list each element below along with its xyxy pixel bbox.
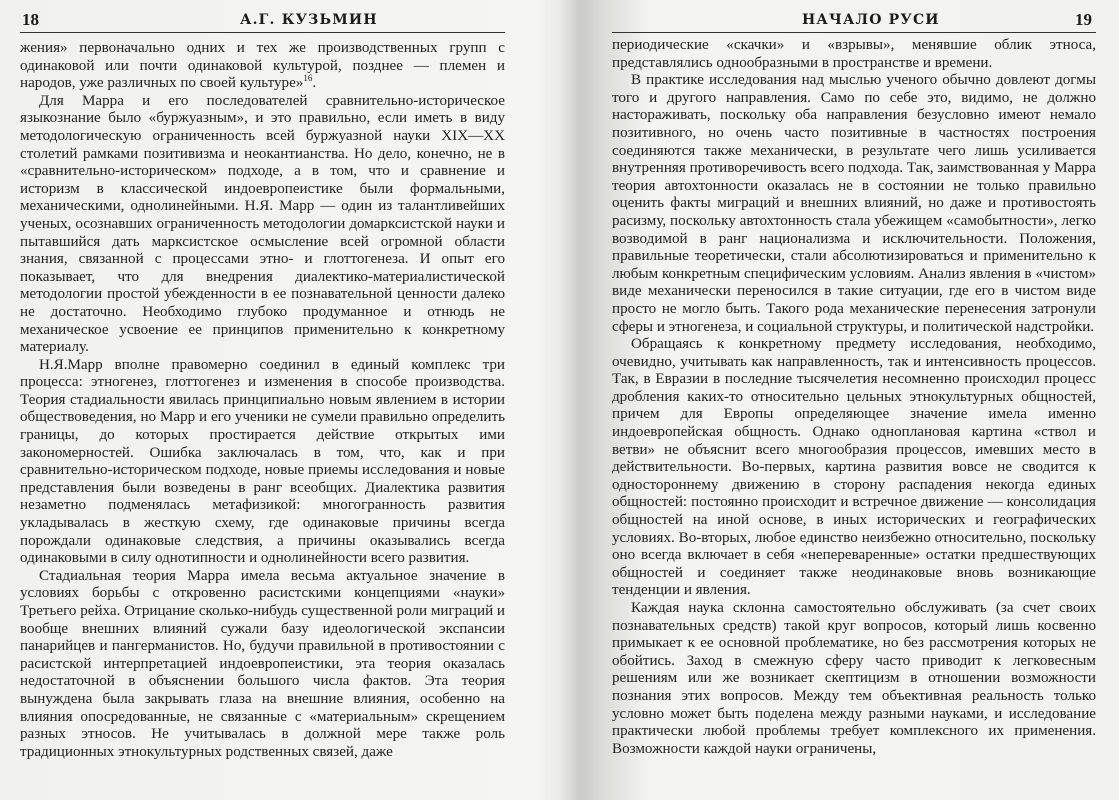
left-paragraph-2: Для Марра и его последователей сравнительно-историческое языкознание было «буржуазным», и это правильно, если иметь в виду методологическую ограниченность всей буржуазной науки XIX—XX столетий рамками позитивизма и неокантианства. Но дело, конечно, не в «сравнительно-историческом» подходе, а в том, что и сравнение и историзм в классической индоевропеистике были формальными, механическими, однолинейными. Н.Я. Марр — один из талантливейших ученых, осознавших ограниченность методологии домарксистской науки и пытавшийся дать марксистское осмысление всей огромной области знания, связанной с процессами этно- и глоттогенеза. И опыт его показывает, что для внедрения диалектико-материалистической методологии простой убежденности в ее познавательной ценности далеко не достаточно. Необходимо глубоко продуманное и отнюдь не механическое усвоение ее принципов применительно к конкретному материалу.: [20, 92, 505, 356]
right-page: [612, 0, 1096, 800]
right-running-head-title: НАЧАЛО РУСИ: [802, 12, 940, 28]
right-paragraph-4: Каждая наука склонна самостоятельно обслуживать (за счет своих познавательных средств) такой круг вопросов, который лишь косвенно примыкает к ее основной проблематике, но без рассмотрения которых не обойтись. Заход в смежную сферу часто приводит к легковесным решениям или же возникает скептицизм в отношении возможности познания этих вопросов. Между тем объективная реальность только условно может быть поделена между разными науками, и исследование практически любой проблемы требует комплексного их применения. Возможности каждой науки ограничены,: [612, 600, 1096, 757]
footnote-marker: 16: [303, 73, 313, 84]
book-gutter: [560, 0, 600, 800]
left-paragraph-1: жения» первоначально одних и тех же производственных групп с одинаковой или почти одинаковой культурой, позднее — племен и народов, уже различных по своей культуре»$^{16}$.: [20, 40, 505, 92]
left-paragraph-3: Н.Я.Марр вполне правомерно соединил в единый комплекс три процесса: этногенез, глоттогенез и изменения в способе производства. Теория стадиальности явилась принципиально новым явлением в истории обществоведения, но Марр и его ученики не сумели правильно определить границы, до которых простирается действие открытых ими закономерностей. Ошибка заключалась в том, что, как и при сравнительно-историческом подходе, новые приемы исследования и новые представления были возведены в ранг всеобщих. Диалектика развития незаметно подменялась метафизикой: многогранность развития укладывалась в жесткую схему, где одинаковые причины всегда порождали одинаковые следствия, а причины оказывались всегда одинаковыми в силу однотипности и однолинейности всего развития.: [20, 356, 505, 567]
right-running-head: [612, 10, 1096, 33]
left-body-text: [20, 40, 505, 761]
right-paragraph-2: В практике исследования над мыслью ученого обычно довлеют догмы того и другого направления. Само по себе это, видимо, не должно настораживать, поскольку оба направления безусловно имеют немало позитивного, но очень часто позитивные в частностях построения соединяются также механически, в результате чего лишь усиливается внутренняя противоречивость всего подхода. Так, заимствованная у Марра теория автохтонности оказалась не в состоянии не только правильно оценить факты миграций и внешних влияний, но даже и противостоять расизму, поскольку автохтонность стала убежищем «самобытности», легко возводимой в ранг национализма и исключительности. Положения, правильные теоретически, стали абсолютизироваться и применительно к любым конкретным специфическим условиям. Анализ явления в «чистом» виде механически переносился в такие ситуации, где его в чистом виде просто не могло быть. Такого рода механические перенесения затронули сферы и этногенеза, и социальной структуры, и политической надстройки.: [612, 72, 1096, 335]
left-paragraph-4: Стадиальная теория Марра имела весьма актуальное значение в условиях борьбы с откровенно расистскими концепциями «науки» Третьего рейха. Отрицание сколько-нибудь существенной роли миграций и вообще внешних влияний сужали базу идеологической экспансии панарийцев и пангерманистов. Но, будучи правильной в противостоянии с расистской интерпретацией индоевропеистики, эта теория оказалась недостаточной в объяснении большого числа фактов. Эта теория вынуждена была закрывать глаза на внешние влияния, особенно на влияния опосредованные, не связанные с «материальным» скрещением разных этносов. Не учитывалась в должной мере также роль традиционных этнокультурных родственных связей, даже: [20, 567, 505, 760]
left-running-head-title: А.Г. КУЗЬМИН: [240, 12, 378, 28]
left-page-number: 18: [22, 10, 39, 29]
right-paragraph-3: Обращаясь к конкретному предмету исследования, необходимо, очевидно, учитывать как направленность, так и интенсивность процессов. Так, в Евразии в последние тысячелетия несомненно происходил процесс дробления каких-то относительно цельных этнокультурных общностей, причем для Европы определяющее значение имела именно индоевропейская общность. Однако одноплановая картина «ствол и ветви» не объяснит всего многообразия процессов, имевших место в действительности. Во-первых, картина развития вовсе не сводится к одностороннему движению в сторону распадения некогда единых общностей: постоянно происходит и встречное движение — консолидация общностей на иной основе, в иных исторических и географических условиях. Во-вторых, любое единство неизбежно относительно, поскольку оно всегда включает в себя «непереваренные» остатки предшествующих общностей и соединяет также неодинаковые вновь возникающие тенденции и явления.: [612, 336, 1096, 599]
right-page-number: 19: [1075, 10, 1092, 29]
right-body-text: [612, 37, 1096, 758]
left-running-head: [20, 10, 505, 33]
right-paragraph-1: периодические «скачки» и «взрывы», менявшие облик этноса, представлялись однообразными в пространстве и времени.: [612, 37, 1096, 71]
left-page: [20, 0, 505, 800]
